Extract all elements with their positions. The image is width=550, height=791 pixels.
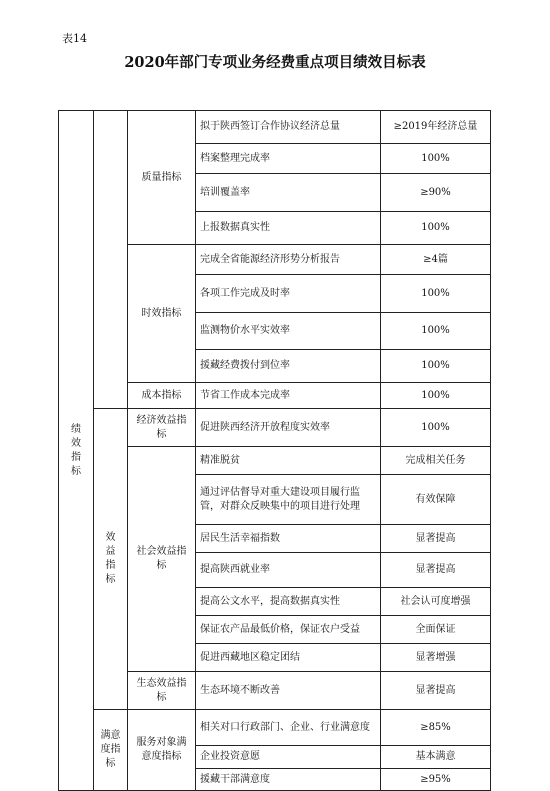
indicator-cell: 促进陕西经济开放程度实效率 — [196, 409, 381, 447]
indicator-cell: 企业投资意愿 — [196, 746, 381, 769]
target-cell: ≥4篇 — [381, 245, 491, 275]
indicator-cell: 完成全省能源经济形势分析报告 — [196, 245, 381, 275]
indicator-cell: 援藏干部满意度 — [196, 769, 381, 791]
target-cell: ≥95% — [381, 769, 491, 791]
target-cell: 有效保障 — [381, 475, 491, 525]
indicator-cell: 生态环境不断改善 — [196, 672, 381, 710]
target-cell: ≥85% — [381, 710, 491, 746]
target-cell: ≥90% — [381, 174, 491, 212]
target-cell: 100% — [381, 409, 491, 447]
indicator-cell: 培训覆盖率 — [196, 174, 381, 212]
document-title: 2020年部门专项业务经费重点项目绩效目标表 — [124, 54, 426, 71]
indicator-cell: 提高陕西就业率 — [196, 553, 381, 588]
category-ecological: 生态效益指标 — [128, 672, 196, 710]
indicator-cell: 精准脱贫 — [196, 447, 381, 475]
table-row — [59, 710, 491, 746]
table-row — [59, 111, 491, 144]
target-cell: 100% — [381, 313, 491, 350]
benefit-indicator-group: 效益指标 — [94, 409, 128, 710]
indicator-cell: 援藏经费拨付到位率 — [196, 350, 381, 383]
target-cell: 显著提高 — [381, 553, 491, 588]
indicator-cell: 上报数据真实性 — [196, 212, 381, 245]
performance-indicator-column — [59, 111, 94, 791]
target-cell: 显著提高 — [381, 525, 491, 553]
target-cell: 社会认可度增强 — [381, 588, 491, 616]
target-cell: 基本满意 — [381, 746, 491, 769]
table-row — [59, 409, 491, 447]
category-social: 社会效益指标 — [128, 447, 196, 672]
target-cell: 显著增强 — [381, 644, 491, 672]
category-cost: 成本指标 — [128, 383, 196, 409]
satisfaction-indicator-group: 满意度指标 — [94, 710, 128, 791]
target-cell: 100% — [381, 383, 491, 409]
indicator-cell: 档案整理完成率 — [196, 144, 381, 174]
indicator-cell: 节省工作成本完成率 — [196, 383, 381, 409]
target-cell: 100% — [381, 144, 491, 174]
target-cell: ≥2019年经济总量 — [381, 111, 491, 144]
target-cell: 100% — [381, 275, 491, 313]
indicator-cell: 促进西藏地区稳定团结 — [196, 644, 381, 672]
column-label: 绩效指标 — [71, 423, 81, 477]
indicator-cell: 保证农产品最低价格，保证农户受益 — [196, 616, 381, 644]
target-cell: 100% — [381, 212, 491, 245]
category-quality: 质量指标 — [128, 111, 196, 245]
indicator-cell: 居民生活幸福指数 — [196, 525, 381, 553]
target-cell: 完成相关任务 — [381, 447, 491, 475]
target-cell: 100% — [381, 350, 491, 383]
indicator-cell: 相关对口行政部门、企业、行业满意度 — [196, 710, 381, 746]
indicator-cell: 监测物价水平实效率 — [196, 313, 381, 350]
indicator-cell: 通过评估督导对重大建设项目履行监管，对群众反映集中的项目进行处理 — [196, 475, 381, 525]
table-number: 表14 — [62, 32, 87, 45]
indicator-cell: 提高公文水平，提高数据真实性 — [196, 588, 381, 616]
output-indicator-group — [94, 111, 128, 409]
indicator-cell: 拟于陕西签订合作协议经济总量 — [196, 111, 381, 144]
category-economic: 经济效益指标 — [128, 409, 196, 447]
target-cell: 全面保证 — [381, 616, 491, 644]
indicator-cell: 各项工作完成及时率 — [196, 275, 381, 313]
category-service: 服务对象满意度指标 — [128, 710, 196, 791]
category-timeliness: 时效指标 — [128, 245, 196, 383]
performance-table — [58, 110, 491, 791]
target-cell: 显著提高 — [381, 672, 491, 710]
